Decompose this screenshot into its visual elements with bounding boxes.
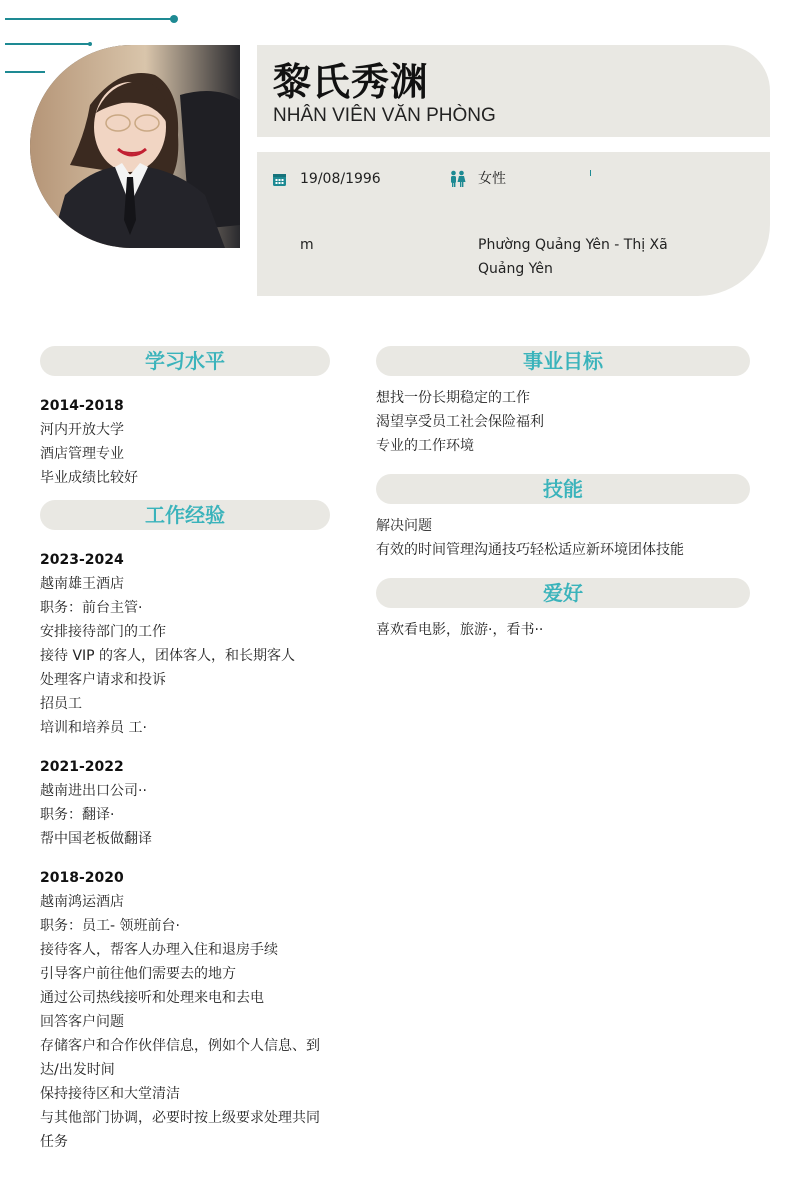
job-period: 2018-2020 bbox=[40, 870, 124, 886]
decor-line-1 bbox=[5, 18, 173, 20]
hobbies-section bbox=[376, 608, 750, 648]
job-line: 与其他部门协调，必要时按上级要求处理共同任务 bbox=[40, 1110, 320, 1150]
job-line: 通过公司热线接听和处理来电和去电 bbox=[40, 990, 264, 1006]
job-line: 存储客户和合作伙伴信息，例如个人信息、到达/出发时间 bbox=[40, 1038, 320, 1078]
left-column bbox=[40, 346, 330, 1154]
job-entry bbox=[40, 866, 330, 1154]
job-line: 接待客人，帮客人办理入住和退房手续 bbox=[40, 942, 278, 958]
job-line: 帮中国老板做翻译 bbox=[40, 831, 152, 847]
people-icon bbox=[449, 170, 466, 191]
education-line: 酒店管理专业 bbox=[40, 446, 124, 462]
job-line: 回答客户问题 bbox=[40, 1014, 124, 1030]
address: Phường Quảng Yên - Thị Xã Quảng Yên bbox=[478, 237, 668, 277]
job-line: 招员工 bbox=[40, 696, 82, 712]
education-period: 2014-2018 bbox=[40, 398, 124, 414]
decor-line-3 bbox=[5, 71, 45, 73]
skills-heading: 技能 bbox=[376, 474, 750, 504]
job-period: 2021-2022 bbox=[40, 759, 124, 775]
job-line: 职务：翻译· bbox=[40, 807, 115, 823]
job-line: 接待 VIP 的客人，团体客人，和长期客人 bbox=[40, 648, 296, 664]
objective-line: 渴望享受员工社会保险福利 bbox=[376, 414, 544, 430]
decor-dot-1 bbox=[170, 15, 178, 23]
job-line: 职务：员工- 领班前台· bbox=[40, 918, 180, 934]
objective-section bbox=[376, 376, 750, 464]
job-line: 职务：前台主管· bbox=[40, 600, 143, 616]
marker-tick bbox=[590, 170, 591, 176]
experience-section bbox=[40, 530, 330, 1154]
job-line: 处理客户请求和投诉 bbox=[40, 672, 166, 688]
right-column bbox=[376, 346, 750, 648]
skill-line: 解决问题 bbox=[376, 518, 432, 534]
skill-line: 有效的时间管理沟通技巧轻松适应新环境团体技能 bbox=[376, 542, 684, 558]
objective-line: 专业的工作环境 bbox=[376, 438, 474, 454]
education-section bbox=[40, 376, 330, 490]
profile-photo-image bbox=[30, 45, 240, 248]
experience-heading: 工作经验 bbox=[40, 500, 330, 530]
hobbies-heading: 爱好 bbox=[376, 578, 750, 608]
job-entry bbox=[40, 548, 330, 740]
job-period: 2023-2024 bbox=[40, 552, 124, 568]
contact-extra: m bbox=[300, 237, 314, 253]
job-line: 越南雄王酒店 bbox=[40, 576, 124, 592]
name-panel bbox=[257, 45, 770, 137]
birthday: 19/08/1996 bbox=[300, 171, 381, 187]
hobby-line: 喜欢看电影，旅游·，看书·· bbox=[376, 622, 544, 638]
decor-line-2 bbox=[5, 43, 90, 45]
job-entry bbox=[40, 755, 330, 851]
education-heading: 学习水平 bbox=[40, 346, 330, 376]
job-line: 安排接待部门的工作 bbox=[40, 624, 166, 640]
skills-section bbox=[376, 504, 750, 568]
gender: 女性 bbox=[478, 171, 506, 187]
job-line: 越南鸿运酒店 bbox=[40, 894, 124, 910]
objective-line: 想找一份长期稳定的工作 bbox=[376, 390, 530, 406]
job-title: NHÂN VIÊN VĂN PHÒNG bbox=[273, 105, 496, 126]
profile-photo bbox=[30, 45, 240, 248]
job-line: 保持接待区和大堂清洁 bbox=[40, 1086, 180, 1102]
job-line: 培训和培养员 工· bbox=[40, 720, 147, 736]
education-line: 河内开放大学 bbox=[40, 422, 124, 438]
objective-heading: 事业目标 bbox=[376, 346, 750, 376]
contact-panel bbox=[257, 152, 770, 296]
candidate-name: 黎氏秀渊 bbox=[273, 60, 430, 104]
job-line: 引导客户前往他们需要去的地方 bbox=[40, 966, 236, 982]
calendar-icon bbox=[272, 172, 287, 191]
education-line: 毕业成绩比较好 bbox=[40, 470, 138, 486]
job-line: 越南进出口公司·· bbox=[40, 783, 147, 799]
decor-dot-2 bbox=[88, 42, 92, 46]
